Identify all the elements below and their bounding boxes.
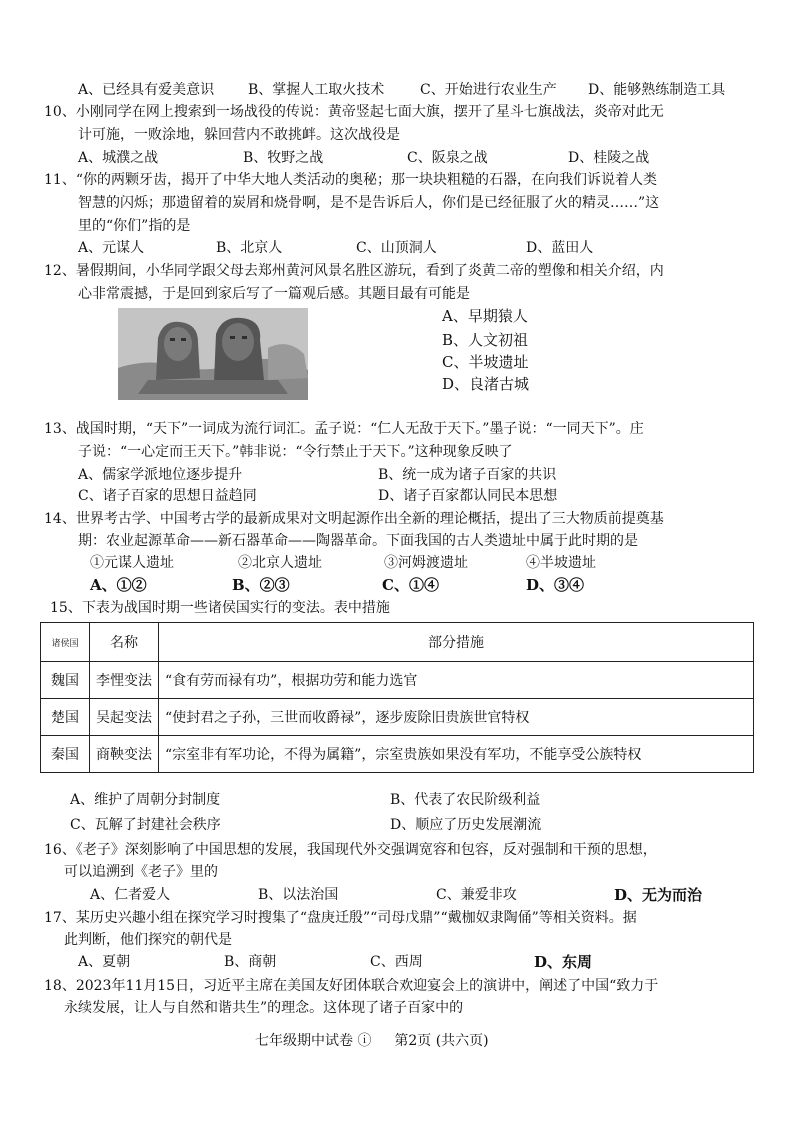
q18-stem-line-2: 永续发展，让人与自然和谐共生”的理念。这体现了诸子百家中的 bbox=[64, 1000, 464, 1016]
q15-option-a: A、维护了周朝分封制度 bbox=[70, 792, 221, 808]
q10-option-d: D、桂陵之战 bbox=[568, 150, 650, 166]
q15-option-b: B、代表了农民阶级利益 bbox=[390, 792, 541, 808]
q12-option-a: A、早期猿人 bbox=[442, 307, 528, 325]
q16-option-b: B、以法治国 bbox=[258, 887, 339, 903]
q11-option-a: A、元谋人 bbox=[78, 240, 145, 256]
q14-stem-line-1: 14、世界考古学、中国考古学的最新成果对文明起源作出全新的理论概括，提出了三大物质前提奠基 bbox=[44, 511, 664, 527]
q14-option-c: C、①④ bbox=[382, 576, 439, 594]
q17-option-c: C、西周 bbox=[370, 954, 423, 970]
q11-stem-line-3: 里的“你们”指的是 bbox=[78, 218, 191, 234]
q14-stem-line-2: 期：农业起源革命——新石器革命——陶器革命。下面我国的古人类遗址中属于此时期的是 bbox=[78, 533, 638, 549]
q14-option-d: D、③④ bbox=[526, 576, 585, 594]
q14-item-2: ②北京人遗址 bbox=[238, 555, 322, 571]
q14-item-3: ③河姆渡遗址 bbox=[384, 555, 468, 571]
q17-option-a: A、夏朝 bbox=[78, 954, 131, 970]
table-row bbox=[41, 736, 754, 773]
q10-stem-line-2: 计可施，一败涂地，躲回营内不敢挑衅。这次战役是 bbox=[78, 127, 400, 143]
q15-option-c: C、瓦解了封建社会秩序 bbox=[70, 817, 221, 833]
q15-stem: 15、下表为战国时期一些诸侯国实行的变法。表中措施 bbox=[50, 600, 390, 616]
statue-illustration bbox=[118, 308, 308, 400]
table-cell: 吴起变法 bbox=[90, 699, 159, 736]
q16-option-a: A、仁者爱人 bbox=[90, 887, 171, 903]
q17-option-d: D、东周 bbox=[534, 953, 593, 971]
q11-option-d: D、蓝田人 bbox=[526, 240, 594, 256]
q13-option-c: C、诸子百家的思想日益趋同 bbox=[78, 488, 257, 504]
q18-stem-line-1: 18、2023年11月15日，习近平主席在美国友好团体联合欢迎宴会上的演讲中，阐述了中国“致力于 bbox=[44, 978, 659, 994]
table-header-row bbox=[41, 623, 754, 662]
q10-option-c: C、阪泉之战 bbox=[407, 150, 488, 166]
q16-stem-line-2: 可以追溯到《老子》里的 bbox=[64, 864, 218, 880]
q16-option-d: D、无为而治 bbox=[614, 886, 703, 904]
q16-stem-line-1: 16、《老子》深刻影响了中国思想的发展，我国现代外交强调宽容和包容，反对强制和干预的思想， bbox=[44, 842, 657, 858]
exam-name: 七年级期中试卷 ⓘ bbox=[255, 1033, 372, 1049]
q14-option-b: B、②③ bbox=[232, 576, 290, 594]
table-cell: 秦国 bbox=[41, 736, 90, 773]
q13-stem-line-2: 子说：“一心定而王天下。”韩非说：“令行禁止于天下。”这种现象反映了 bbox=[78, 444, 513, 460]
table-cell: “使封君之子孙，三世而收爵禄”，逐步废除旧贵族世官特权 bbox=[159, 699, 754, 736]
q9-option-a: A、已经具有爱美意识 bbox=[78, 82, 215, 98]
q9-option-d: D、能够熟练制造工具 bbox=[588, 82, 726, 98]
q12-option-b: B、人文初祖 bbox=[442, 331, 529, 349]
page-footer bbox=[255, 1030, 489, 1050]
page-number: 第2页 (共六页) bbox=[394, 1033, 489, 1049]
q14-option-a: A、①② bbox=[90, 576, 147, 594]
header-state: 诸侯国 bbox=[51, 639, 79, 649]
q14-item-4: ④半坡遗址 bbox=[526, 555, 596, 571]
table-cell: 魏国 bbox=[41, 662, 90, 699]
q11-option-c: C、山顶洞人 bbox=[356, 240, 437, 256]
q9-option-b: B、掌握人工取火技术 bbox=[248, 82, 385, 98]
q11-stem-line-2: 智慧的闪烁；那遗留着的炭屑和烧骨啊，是不是告诉后人，你们是已经征服了火的精灵……”这 bbox=[78, 195, 660, 211]
table-row bbox=[41, 662, 754, 699]
q13-option-a: A、儒家学派地位逐步提升 bbox=[78, 467, 243, 483]
q17-stem-line-1: 17、某历史兴趣小组在探究学习时搜集了“盘庚迁殷”“司母戊鼎”“戴枷奴隶陶俑”等相关资料。据 bbox=[44, 910, 637, 926]
q15-option-d: D、顺应了历史发展潮流 bbox=[390, 817, 542, 833]
q12-option-d: D、良渚古城 bbox=[442, 375, 530, 393]
q12-option-c: C、半坡遗址 bbox=[442, 353, 529, 371]
reform-table bbox=[40, 622, 754, 773]
q13-option-b: B、统一成为诸子百家的共识 bbox=[378, 467, 557, 483]
q9-option-c: C、开始进行农业生产 bbox=[420, 82, 557, 98]
table-cell: 李悝变法 bbox=[90, 662, 159, 699]
q16-option-c: C、兼爱非攻 bbox=[436, 887, 517, 903]
q10-option-a: A、城濮之战 bbox=[78, 150, 159, 166]
table-cell: 楚国 bbox=[41, 699, 90, 736]
q17-option-b: B、商朝 bbox=[224, 954, 277, 970]
q12-stem-line-2: 心非常震撼，于是回到家后写了一篇观后感。其题目最有可能是 bbox=[78, 286, 470, 302]
table-header-cell: 名称 bbox=[90, 623, 159, 662]
table-cell: 商鞅变法 bbox=[90, 736, 159, 773]
q11-stem-line-1: 11、“你的两颗牙齿，揭开了中华大地人类活动的奥秘；那一块块粗糙的石器，在向我们诉说着人类 bbox=[44, 172, 657, 188]
q12-stem-line-1: 12、暑假期间，小华同学跟父母去郑州黄河风景名胜区游玩，看到了炎黄二帝的塑像和相关介绍，内 bbox=[44, 263, 664, 279]
table-header-cell bbox=[41, 623, 90, 662]
q13-option-d: D、诸子百家都认同民本思想 bbox=[378, 488, 558, 504]
q11-option-b: B、北京人 bbox=[216, 240, 283, 256]
q10-option-b: B、牧野之战 bbox=[243, 150, 324, 166]
q13-stem-line-1: 13、战国时期，“天下”一词成为流行词汇。孟子说：“仁人无敌于天下。”墨子说：“一同天下”。庄 bbox=[44, 421, 644, 437]
yan-huang-statue-photo bbox=[118, 308, 308, 400]
table-header-cell: 部分措施 bbox=[159, 623, 754, 662]
table-cell: “食有劳而禄有功”，根据功劳和能力选官 bbox=[159, 662, 754, 699]
q10-stem-line-1: 10、小刚同学在网上搜索到一场战役的传说：黄帝竖起七面大旗，摆开了星斗七旗战法，炎帝对此无 bbox=[44, 104, 664, 120]
q17-stem-line-2: 此判断，他们探究的朝代是 bbox=[64, 932, 232, 948]
q14-item-1: ①元谋人遗址 bbox=[90, 555, 174, 571]
table-cell: “宗室非有军功论，不得为属籍”，宗室贵族如果没有军功，不能享受公族特权 bbox=[159, 736, 754, 773]
table-row bbox=[41, 699, 754, 736]
